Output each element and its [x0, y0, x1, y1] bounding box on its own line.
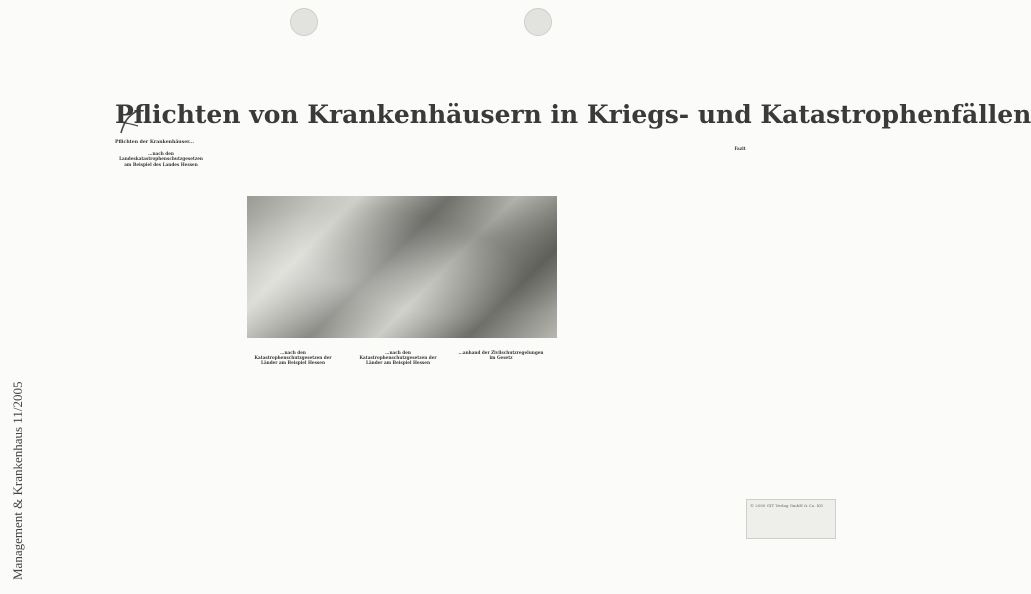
article-subheading-2: ...nach den Katastrophenschutzgesetzen der Länder am Beispiel Hessen — [254, 350, 332, 366]
article-subheading-fazit: Fazit — [734, 146, 746, 151]
article-column-4 — [455, 344, 547, 574]
article-subheading-5: ...anhand der Zivilschutzregelungen im Gesetz — [458, 350, 544, 361]
article-photo — [247, 196, 557, 338]
article-subheading-4: ...nach den Katastrophenschutzgesetzen der Länder am Beispiel Hessen — [359, 350, 437, 366]
publisher-stamp — [746, 499, 836, 539]
article-column-1 — [115, 140, 207, 570]
article-lead-heading: Pflichten der Krankenhäuser... — [115, 140, 194, 145]
publisher-stamp-text: © 2005 GIT Verlag GmbH & Co. KG — [750, 503, 823, 508]
punch-hole-left — [290, 8, 318, 36]
article-column-3 — [352, 344, 444, 574]
article-column-2 — [247, 140, 339, 195]
sidebar-publication — [10, 300, 30, 580]
article-column-6 — [686, 140, 794, 490]
article-title: Pflichten von Krankenhäusern in Kriegs- und Katastrophenfällen — [115, 100, 1031, 129]
sidebar-publication-text: Management & Krankenhaus 11/2005 — [10, 381, 25, 580]
article-subheading-1: ...nach den Landeskatastrophenschutzgesetzen am Beispiel des Landes Hessen — [119, 151, 203, 167]
punch-hole-right — [524, 8, 552, 36]
article-column-5 — [578, 140, 670, 570]
article-column-2-lower — [247, 344, 339, 574]
